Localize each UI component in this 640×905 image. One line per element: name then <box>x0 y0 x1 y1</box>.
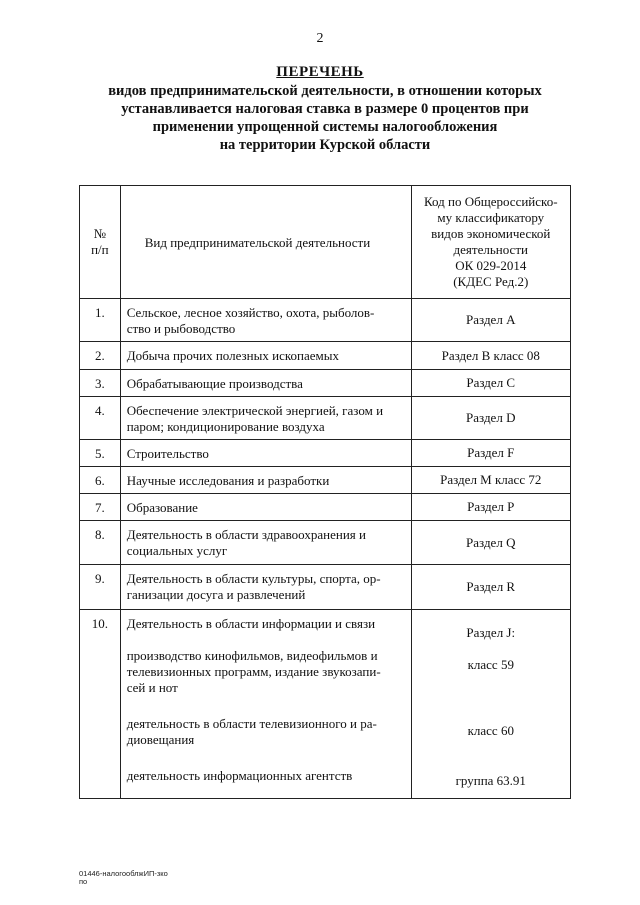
row-code: Раздел D <box>411 397 570 440</box>
row-activity-line: Образование <box>126 500 198 515</box>
row-code: Раздел Р <box>411 494 570 521</box>
table-row <box>80 467 571 494</box>
header-code-line: (КДЕС Ред.2) <box>453 274 529 289</box>
sub-activity <box>127 648 405 696</box>
row-code: Раздел Q <box>411 521 570 565</box>
row-activity-line: паром; кондиционирование воздуха <box>126 419 325 434</box>
row-activity <box>120 397 411 440</box>
sub-code: группа 63.91 <box>455 773 526 788</box>
row-activity-line: Добыча прочих полезных ископаемых <box>126 348 339 363</box>
header-num-line: № <box>93 226 107 241</box>
row-code: Раздел R <box>411 565 570 610</box>
header-num-line: п/п <box>91 242 109 257</box>
header-num <box>80 186 121 299</box>
table-row <box>80 521 571 565</box>
row-num: 2. <box>80 342 121 370</box>
footer-line: по <box>79 877 88 886</box>
sub-activity-line: телевизионных программ, издание звукозапи- <box>126 664 381 679</box>
row-activity <box>120 494 411 521</box>
header-code-line: ОК 029-2014 <box>455 258 527 273</box>
sub-activity <box>127 716 405 748</box>
header-code-line: видов экономической <box>431 226 551 241</box>
row-activity <box>120 467 411 494</box>
row-num: 1. <box>80 299 121 342</box>
row-num: 5. <box>80 440 121 467</box>
sub-activity-line: диовещания <box>126 732 195 747</box>
table-row <box>80 397 571 440</box>
row-activity <box>120 370 411 397</box>
row-code <box>411 610 570 799</box>
subtitle-line: устанавливается налоговая ставка в размере 0 процентов при <box>121 101 529 117</box>
row-code: Раздел С <box>411 370 570 397</box>
sub-activity-line: сей и нот <box>126 680 178 695</box>
row-code: Раздел М класс 72 <box>411 467 570 494</box>
table-row <box>80 370 571 397</box>
row-activity <box>120 342 411 370</box>
document-title: ПЕРЕЧЕНЬ <box>276 64 364 80</box>
document-subtitle <box>60 82 590 154</box>
footer-line: 01446-налогооблжИП-зко <box>79 869 168 878</box>
row-activity-line: Научные исследования и разработки <box>126 473 330 488</box>
row-num: 6. <box>80 467 121 494</box>
footer-file-id <box>79 870 168 886</box>
row-activity <box>120 565 411 610</box>
header-code-line: му классификатору <box>437 210 545 225</box>
sub-activity-line: производство кинофильмов, видеофильмов и <box>126 648 378 663</box>
row-activity-line: Строительство <box>126 446 209 461</box>
sub-activity-line: деятельность информационных агентств <box>126 768 353 783</box>
row-activity-line: ство и рыбоводство <box>126 321 236 336</box>
row-num: 7. <box>80 494 121 521</box>
row-activity-line: социальных услуг <box>126 543 228 558</box>
row-code: Раздел В класс 08 <box>411 342 570 370</box>
table-header-row <box>80 186 571 299</box>
table-row <box>80 342 571 370</box>
sub-code: класс 60 <box>467 723 514 738</box>
row-activity <box>120 299 411 342</box>
row-activity-line: Деятельность в области здравоохранения и <box>126 527 366 542</box>
row-activity-line: Деятельность в области информации и связи <box>126 616 376 631</box>
table-row <box>80 440 571 467</box>
subtitle-line: применении упрощенной системы налогообложения <box>152 119 498 135</box>
row-num: 8. <box>80 521 121 565</box>
row-activity <box>120 521 411 565</box>
table-row <box>80 610 571 799</box>
header-code-line: Код по Общероссийско- <box>423 194 558 209</box>
row-activity <box>120 610 411 799</box>
subtitle-line: на территории Курской области <box>219 137 431 153</box>
header-code-line: деятельности <box>453 242 528 257</box>
header-activity: Вид предпринимательской деятельности <box>120 186 411 299</box>
sub-activity-line: деятельность в области телевизионного и ра- <box>126 716 377 731</box>
row-activity-line: ганизации досуга и развлечений <box>126 587 306 602</box>
row-activity-line: Обрабатывающие производства <box>126 376 303 391</box>
row-activity-line: Сельское, лесное хозяйство, охота, рыболов- <box>126 305 375 320</box>
sub-activity <box>127 768 405 784</box>
activity-table <box>79 185 571 799</box>
row-num: 9. <box>80 565 121 610</box>
page-number: 2 <box>316 31 324 46</box>
subtitle-line: видов предпринимательской деятельности, в отношении которых <box>108 83 542 99</box>
row-activity <box>120 440 411 467</box>
row-num: 4. <box>80 397 121 440</box>
row-activity-line: Деятельность в области культуры, спорта, ор- <box>126 571 381 586</box>
header-code <box>411 186 570 299</box>
row-num: 10. <box>80 610 121 799</box>
table-row <box>80 299 571 342</box>
table-row <box>80 494 571 521</box>
row-code: Раздел F <box>411 440 570 467</box>
sub-code: Раздел J: <box>466 625 516 640</box>
row-code: Раздел А <box>411 299 570 342</box>
table-row <box>80 565 571 610</box>
sub-code: класс 59 <box>467 657 514 672</box>
row-num: 3. <box>80 370 121 397</box>
row-activity-line: Обеспечение электрической энергией, газом и <box>126 403 384 418</box>
